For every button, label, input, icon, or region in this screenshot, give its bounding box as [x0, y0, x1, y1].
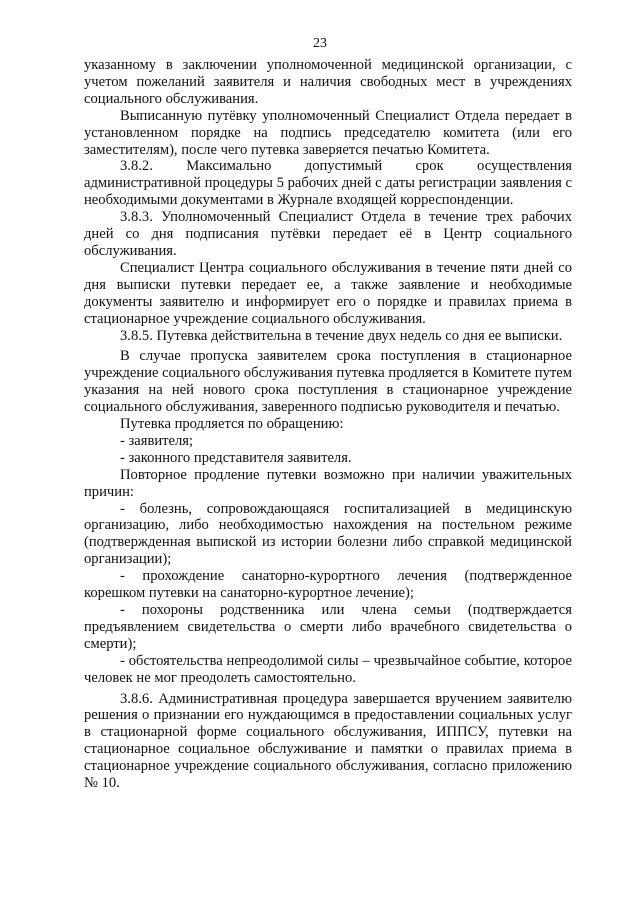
paragraph-3-8-5: 3.8.5. Путевка действительна в течение двух недель со дня ее выписки.	[120, 327, 563, 344]
paragraph-extension: В случае пропуска заявителем срока поступления в стационарное учреждение социального обслуживания путевка продляется в Комитете путем указания на ней нового срока поступления в стационарное учреждение социального обслуживания, заверенного подписью руководителя и печатью.	[84, 348, 572, 416]
list-item-force-majeure: - обстоятельства непреодолимой силы – чрезвычайное событие, которое человек не мог преодолеть самостоятельно.	[84, 652, 572, 686]
paragraph-3-8-3: 3.8.3. Уполномоченный Специалист Отдела в течение трех рабочих дней со дня подписания путёвки передает её в Центр социального обслуживания.	[84, 209, 572, 259]
paragraph-extension-request: Путевка продляется по обращению:	[120, 416, 344, 433]
paragraph-3-8-2: 3.8.2. Максимально допустимый срок осуществления административной процедуры 5 рабочих дней с даты регистрации заявления с необходимыми документами в Журнале входящей корреспонденции.	[84, 158, 572, 209]
list-item-applicant: - заявителя;	[120, 432, 194, 449]
list-item-sanatorium: - прохождение санаторно-курортного лечения (подтвержденное корешком путевки на санаторно-курортное лечение);	[84, 568, 572, 602]
page-number: 23	[313, 36, 327, 51]
paragraph-center-specialist: Специалист Центра социального обслуживания в течение пяти дней со дня выписки путевки передает ее, а также заявление и необходимые документы заявителю и информирует его о порядке и правилах приема в стационарное учреждение социального обслуживания.	[84, 259, 572, 327]
paragraph-repeat-extension: Повторное продление путевки возможно при наличии уважительных причин:	[84, 466, 572, 500]
paragraph-signature: Выписанную путёвку уполномоченный Специалист Отдела передает в установленном порядке на подпись председателю комитета (или его заместителям), после чего путевка заверяется печатью Комитета.	[84, 107, 572, 158]
list-item-funeral: - похороны родственника или члена семьи (подтверждается предъявлением свидетельства о смерти либо врачебного свидетельства о смерти);	[84, 602, 572, 652]
paragraph-continuation: указанному в заключении уполномоченной медицинской организации, с учетом пожеланий заявителя и наличия свободных мест в учреждениях социального обслуживания.	[84, 57, 572, 107]
paragraph-3-8-6: 3.8.6. Административная процедура завершается вручением заявителю решения о признании его нуждающимся в предоставлении социальных услуг в стационарной форме социального обслуживания, ИППСУ, путевки на стационарное социальное обслуживание и памятки о правилах приема в стационарное учреждение социального обслуживания, согласно приложению № 10.	[84, 690, 572, 792]
document-body	[84, 57, 572, 792]
list-item-illness: - болезнь, сопровождающаяся госпитализацией в медицинскую организацию, либо необходимостью нахождения на постельном режиме (подтвержденная выпиской из истории болезни либо справкой медицинской организации);	[84, 500, 572, 568]
list-item-representative: - законного представителя заявителя.	[120, 449, 352, 466]
